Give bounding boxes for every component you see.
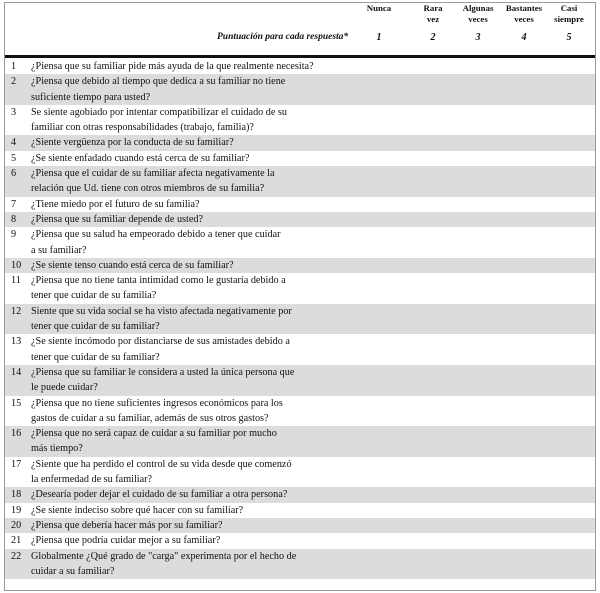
question-row	[5, 151, 595, 166]
answer-cells	[363, 533, 595, 548]
question-number: 7	[11, 198, 17, 210]
question-text-line: Se siente agobiado por intentar compatibilizar el cuidado de su	[31, 106, 288, 118]
question-number: 3	[11, 106, 17, 118]
score-prompt: Puntuación para cada respuesta*	[217, 32, 349, 42]
question-row	[5, 304, 595, 335]
question-text-line: ¿Piensa que no será capaz de cuidar a su familiar por mucho	[31, 428, 277, 440]
question-row	[5, 457, 595, 488]
option-value: 4	[521, 32, 527, 43]
answer-cells	[363, 212, 595, 227]
answer-cells	[363, 365, 595, 396]
question-number: 22	[11, 550, 22, 562]
answer-cells	[363, 59, 595, 74]
question-text	[31, 503, 363, 518]
question-row	[5, 549, 595, 580]
question-text-line: ¿Piensa que su familiar depende de usted?	[31, 213, 203, 225]
question-row	[5, 166, 595, 197]
question-text-line: ¿Siente vergüenza por la conducta de su familiar?	[31, 137, 234, 149]
question-number: 15	[11, 397, 22, 409]
option-column-casi-siempre	[547, 3, 591, 43]
answer-cells	[363, 518, 595, 533]
question-text-line: ¿Piensa que debería hacer más por su familiar?	[31, 519, 223, 531]
question-row	[5, 426, 595, 457]
answer-cells	[363, 258, 595, 273]
question-text-line: gastos de cuidar a su familiar, además de sus otros gastos?	[31, 412, 269, 424]
header-divider	[5, 55, 595, 58]
question-text-line: ¿Piensa que su familiar le considera a usted la única persona que	[31, 366, 295, 378]
question-text-line: ¿Piensa que su salud ha empeorado debido a tener que cuidar	[31, 229, 281, 241]
question-text-line: a su familiar?	[31, 244, 87, 256]
answer-cells	[363, 457, 595, 488]
question-text	[31, 273, 363, 304]
answer-cells	[363, 549, 595, 580]
question-text	[31, 487, 363, 502]
question-text-line: ¿Se siente enfadado cuando está cerca de su familiar?	[31, 152, 250, 164]
option-label-2: veces	[514, 14, 534, 24]
question-text-line: la enfermedad de su familiar?	[31, 474, 153, 486]
question-number: 6	[11, 168, 17, 180]
question-row	[5, 365, 595, 396]
question-text	[31, 334, 363, 365]
question-text	[31, 549, 363, 580]
answer-cells	[363, 197, 595, 212]
question-text-line: ¿Piensa que debido al tiempo que dedica a su familiar no tiene	[31, 76, 286, 88]
question-list	[5, 59, 595, 579]
option-column-bastantes-veces	[502, 3, 546, 43]
answer-cells	[363, 227, 595, 258]
option-label: Casi	[560, 3, 578, 13]
question-text-line: ¿Piensa que el cuidar de su familiar afecta negativamente la	[31, 168, 275, 180]
question-row	[5, 533, 595, 548]
question-text	[31, 166, 363, 197]
question-text	[31, 457, 363, 488]
option-column-nunca	[357, 3, 401, 43]
question-text-line: ¿Desearía poder dejar el cuidado de su familiar a otra persona?	[31, 489, 288, 501]
question-text	[31, 396, 363, 427]
question-number: 8	[11, 213, 17, 225]
question-number: 11	[11, 275, 21, 287]
question-text-line: cuidar a su familiar?	[31, 565, 115, 577]
table-header	[5, 3, 595, 55]
option-column-rara-vez	[411, 3, 455, 43]
question-text-line: ¿Se siente incómodo por distanciarse de sus amistades debido a	[31, 336, 290, 348]
question-text-line: ¿Piensa que no tiene suficientes ingresos económicos para los	[31, 397, 283, 409]
question-text	[31, 227, 363, 258]
option-label-2: veces	[468, 14, 488, 24]
question-number: 2	[11, 76, 17, 88]
question-number: 4	[11, 137, 17, 149]
question-text-line: Globalmente ¿Qué grado de "carga" experimenta por el hecho de	[31, 550, 297, 562]
question-text-line: ¿Piensa que podría cuidar mejor a su familiar?	[31, 535, 221, 547]
answer-cells	[363, 503, 595, 518]
option-value: 2	[430, 32, 436, 43]
option-value: 5	[566, 32, 572, 43]
answer-cells	[363, 166, 595, 197]
option-label-2: vez	[426, 14, 440, 24]
question-text	[31, 518, 363, 533]
question-text-line: tener que cuidar de su familiar?	[31, 321, 160, 333]
question-row	[5, 212, 595, 227]
question-row	[5, 396, 595, 427]
question-text-line: más tiempo?	[31, 443, 83, 455]
question-text-line: ¿Tiene miedo por el futuro de su familia?	[31, 198, 200, 210]
answer-cells	[363, 396, 595, 427]
question-text-line: ¿Se siente tenso cuando está cerca de su familiar?	[31, 259, 234, 271]
question-text	[31, 151, 363, 166]
answer-cells	[363, 105, 595, 136]
questionnaire-table	[4, 2, 596, 591]
question-row	[5, 227, 595, 258]
option-value: 1	[376, 32, 382, 43]
question-text	[31, 365, 363, 396]
question-text-line: tener que cuidar de su familia?	[31, 290, 157, 302]
question-text-line: suficiente tiempo para usted?	[31, 91, 151, 103]
question-number: 16	[11, 428, 22, 440]
question-text	[31, 426, 363, 457]
question-number: 17	[11, 458, 22, 470]
question-text-line: tener que cuidar de su familiar?	[31, 351, 160, 363]
option-label-2: siempre	[554, 14, 584, 24]
answer-cells	[363, 304, 595, 335]
option-value: 3	[475, 32, 481, 43]
question-row	[5, 334, 595, 365]
question-row	[5, 273, 595, 304]
question-number: 9	[11, 229, 17, 241]
question-number: 20	[11, 519, 22, 531]
question-number: 5	[11, 152, 17, 164]
question-text	[31, 135, 363, 150]
question-row	[5, 487, 595, 502]
question-text	[31, 258, 363, 273]
question-text-line: ¿Siente que ha perdido el control de su vida desde que comenzó	[31, 458, 292, 470]
question-text	[31, 304, 363, 335]
question-number: 19	[11, 504, 22, 516]
question-text	[31, 74, 363, 105]
question-text	[31, 59, 363, 74]
question-number: 18	[11, 489, 22, 501]
question-text	[31, 533, 363, 548]
question-row	[5, 258, 595, 273]
answer-cells	[363, 334, 595, 365]
question-text-line: Siente que su vida social se ha visto afectada negativamente por	[31, 305, 292, 317]
option-label: Rara	[423, 3, 443, 13]
question-row	[5, 105, 595, 136]
question-number: 21	[11, 535, 22, 547]
question-number: 13	[11, 336, 22, 348]
question-row	[5, 74, 595, 105]
question-text-line: relación que Ud. tiene con otros miembros de su familia?	[31, 183, 265, 195]
question-number: 10	[11, 259, 22, 271]
answer-cells	[363, 135, 595, 150]
question-row	[5, 135, 595, 150]
answer-cells	[363, 151, 595, 166]
question-text-line: ¿Piensa que no tiene tanta intimidad como le gustaría debido a	[31, 275, 286, 287]
question-row	[5, 503, 595, 518]
question-text-line: ¿Piensa que su familiar pide más ayuda de la que realmente necesita?	[31, 61, 314, 72]
question-text-line: le puede cuidar?	[31, 382, 98, 394]
option-column-algunas-veces	[456, 3, 500, 43]
answer-cells	[363, 74, 595, 105]
question-text	[31, 105, 363, 136]
option-label: Bastantes	[505, 3, 543, 13]
option-label: Algunas	[462, 3, 494, 13]
question-number: 14	[11, 366, 22, 378]
question-text	[31, 197, 363, 212]
answer-cells	[363, 426, 595, 457]
question-row	[5, 59, 595, 74]
option-label: Nunca	[366, 3, 392, 13]
question-row	[5, 197, 595, 212]
question-text	[31, 212, 363, 227]
question-text-line: familiar con otras responsabilidades (trabajo, familia)?	[31, 122, 254, 134]
answer-cells	[363, 487, 595, 502]
question-number: 12	[11, 305, 22, 317]
question-row	[5, 518, 595, 533]
answer-cells	[363, 273, 595, 304]
question-text-line: ¿Se siente indeciso sobre qué hacer con su familiar?	[31, 504, 244, 516]
question-number: 1	[11, 61, 17, 72]
